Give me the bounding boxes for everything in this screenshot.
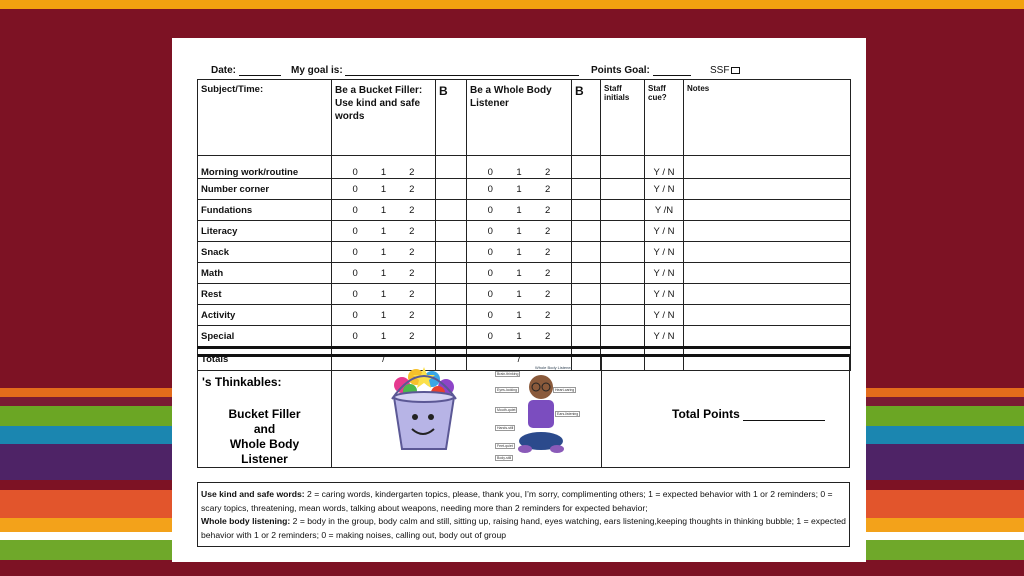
scoring-legend <box>197 482 850 547</box>
score-option[interactable]: 1 <box>380 204 387 216</box>
staff-cue-cell[interactable]: Y /N <box>645 200 684 221</box>
bucket-rim <box>394 392 454 402</box>
score-option[interactable]: 2 <box>544 309 551 321</box>
total-points-field[interactable]: Total Points <box>672 407 825 421</box>
staff-initials-cell[interactable] <box>601 284 645 305</box>
goal2-b-cell[interactable] <box>572 200 601 221</box>
score-option[interactable]: 2 <box>544 183 551 195</box>
score-option[interactable]: 0 <box>352 246 358 258</box>
staff-cue-cell[interactable]: Y / N <box>645 326 684 348</box>
behavior-table <box>197 79 851 371</box>
goal2-score-cell <box>467 179 572 200</box>
goal2-b-cell[interactable] <box>572 284 601 305</box>
goal1-b-cell[interactable] <box>436 242 467 263</box>
goal2-header: Be a Whole Body Listener <box>467 80 572 156</box>
score-option[interactable]: 1 <box>516 225 522 237</box>
poster-label: Ears-listening <box>557 412 579 416</box>
score-option[interactable]: 1 <box>516 246 522 258</box>
staff-cue-cell[interactable]: Y / N <box>645 221 684 242</box>
goal1-score-cell <box>332 156 436 179</box>
goal1-score-cell <box>332 326 436 348</box>
score-option[interactable]: 1 <box>516 183 522 195</box>
score-option[interactable]: 0 <box>352 183 358 195</box>
legend-kind-label: Use kind and safe words: <box>201 489 305 499</box>
score-option[interactable]: 2 <box>409 288 415 300</box>
staff-cue-header: Staff cue? <box>645 80 684 156</box>
goal1-score-cell <box>332 242 436 263</box>
totals-label: Totals <box>198 348 332 371</box>
score-option[interactable]: 2 <box>409 225 415 237</box>
score-option[interactable]: 1 <box>380 167 387 178</box>
subject-cell: Rest <box>198 284 332 305</box>
score-option[interactable]: 2 <box>544 246 551 258</box>
score-option[interactable]: 0 <box>352 225 358 237</box>
score-option[interactable]: 1 <box>516 288 522 300</box>
legend-kind-text: 2 = caring words, kindergarten topics, please, thank you, I’m sorry, complimenting others; 1 = expected behavior with 1 or 2 reminders; 0 = scary topics, threatening, mean words, talking about weapons, needing more than 2 reminders for expected behavior; <box>201 489 833 513</box>
score-option[interactable]: 0 <box>352 167 358 178</box>
score-option[interactable]: 2 <box>544 204 551 216</box>
score-option[interactable]: 0 <box>352 330 358 342</box>
subject-cell: Fundations <box>198 200 332 221</box>
goal1-score-cell <box>332 200 436 221</box>
thinkables-section <box>197 354 850 468</box>
poster-label: Brain-thinking <box>497 372 519 376</box>
goal1-score-cell <box>332 284 436 305</box>
notes-header: Notes <box>684 80 851 156</box>
score-option[interactable]: 2 <box>409 183 415 195</box>
goal1-score-cell <box>332 263 436 284</box>
score-option[interactable]: 2 <box>544 288 551 300</box>
table-body <box>198 156 851 348</box>
poster-label: Mouth-quiet <box>497 408 516 412</box>
staff-initials-cell[interactable] <box>601 326 645 348</box>
score-option[interactable]: 1 <box>516 167 522 178</box>
subject-cell: Literacy <box>198 221 332 242</box>
score-option[interactable]: 1 <box>516 204 522 216</box>
notes-cell[interactable] <box>684 200 851 221</box>
subject-header: Subject/Time: <box>198 80 332 156</box>
goal2-b-cell[interactable] <box>572 156 601 179</box>
table-row <box>198 200 851 221</box>
goal2-score-cell <box>467 326 572 348</box>
score-option[interactable]: 0 <box>487 204 493 216</box>
staff-initials-cell[interactable] <box>601 305 645 326</box>
table-row <box>198 242 851 263</box>
subject-cell: Number corner <box>198 179 332 200</box>
goal1-b-cell[interactable] <box>436 200 467 221</box>
goal2-b-cell[interactable] <box>572 242 601 263</box>
score-option[interactable]: 0 <box>487 309 493 321</box>
score-option[interactable]: 0 <box>487 225 493 237</box>
goal1-b-cell[interactable] <box>436 284 467 305</box>
legend-listening-label: Whole body listening: <box>201 516 291 526</box>
goal2-score-cell <box>467 305 572 326</box>
table-row <box>198 156 851 179</box>
checkbox-icon <box>731 67 740 74</box>
score-option[interactable]: 2 <box>409 309 415 321</box>
legend-listening-text: 2 = body in the group, body calm and still, sitting up, raising hand, eyes watching, ears listening,keeping thoughts in thinking bubble; 1 = expected behavior with 1 or 2 reminders; 0 = making noises, calling out, body out of group <box>201 516 846 540</box>
stripe <box>0 560 1024 576</box>
score-option[interactable]: 0 <box>352 309 358 321</box>
student-head <box>529 375 553 399</box>
goal2-score-cell <box>467 200 572 221</box>
thinkables-goals: Bucket Filler and Whole Body Listener <box>228 407 301 466</box>
score-option[interactable]: 1 <box>516 330 522 342</box>
table-row <box>198 221 851 242</box>
notes-cell[interactable] <box>684 305 851 326</box>
staff-cue-cell[interactable]: Y / N <box>645 179 684 200</box>
goal2-b-cell[interactable] <box>572 179 601 200</box>
goal2-score-cell <box>467 221 572 242</box>
goal1-b-cell[interactable] <box>436 305 467 326</box>
staff-initials-cell[interactable] <box>601 221 645 242</box>
poster-label: Eyes-looking <box>497 388 518 392</box>
goal2-b-cell[interactable] <box>572 263 601 284</box>
score-option[interactable]: 1 <box>380 225 387 237</box>
goal1-header: Be a Bucket Filler: Use kind and safe words <box>332 80 436 156</box>
staff-cue-cell[interactable]: Y / N <box>645 284 684 305</box>
student-shoe <box>518 445 532 453</box>
table-row <box>198 305 851 326</box>
score-option[interactable]: 0 <box>487 167 493 178</box>
staff-initials-header: Staff initials <box>601 80 645 156</box>
goal1-b-cell[interactable] <box>436 156 467 179</box>
thinkables-label-cell <box>198 357 332 468</box>
score-option[interactable]: 1 <box>380 246 387 258</box>
goal1-score-cell <box>332 179 436 200</box>
score-option[interactable]: 2 <box>409 267 415 279</box>
notes-cell[interactable] <box>684 221 851 242</box>
staff-cue-cell[interactable]: Y / N <box>645 242 684 263</box>
score-option[interactable]: 0 <box>487 330 493 342</box>
notes-cell[interactable] <box>684 326 851 348</box>
notes-cell[interactable] <box>684 284 851 305</box>
staff-cue-cell[interactable]: Y / N <box>645 305 684 326</box>
goal2-b-cell[interactable] <box>572 221 601 242</box>
bucket-body <box>394 397 454 449</box>
subject-cell: Special <box>198 326 332 348</box>
score-option[interactable]: 0 <box>487 288 493 300</box>
score-option[interactable]: 1 <box>380 267 387 279</box>
notes-cell[interactable] <box>684 263 851 284</box>
table-header-row <box>198 80 851 156</box>
score-option[interactable]: 2 <box>544 167 551 178</box>
student-shoe <box>550 445 564 453</box>
score-option[interactable]: 0 <box>352 204 358 216</box>
score-option[interactable]: 1 <box>380 183 387 195</box>
goal1-total[interactable]: / <box>332 348 436 371</box>
goal2-b-cell[interactable] <box>572 305 601 326</box>
section-divider <box>601 357 602 468</box>
bucket-eye <box>428 414 434 420</box>
goal-field[interactable]: My goal is: <box>291 65 579 79</box>
table-row <box>198 284 851 305</box>
notes-cell[interactable] <box>684 156 851 179</box>
bucket-filler-illustration <box>384 363 464 455</box>
subject-cell: Snack <box>198 242 332 263</box>
score-option[interactable]: 2 <box>409 330 415 342</box>
score-option[interactable]: 2 <box>544 267 551 279</box>
bucket-eye <box>412 414 418 420</box>
score-option[interactable]: 0 <box>487 246 493 258</box>
score-option[interactable]: 2 <box>544 330 551 342</box>
notes-cell[interactable] <box>684 242 851 263</box>
score-option[interactable]: 0 <box>487 267 493 279</box>
goal2-score-cell <box>467 284 572 305</box>
poster-label: Heart-caring <box>555 388 575 392</box>
score-option[interactable]: 0 <box>352 267 358 279</box>
goal2-score-cell <box>467 156 572 179</box>
date-field[interactable]: Date: <box>211 65 281 79</box>
score-option[interactable]: 1 <box>380 330 387 342</box>
goal1-b-cell[interactable] <box>436 179 467 200</box>
score-option[interactable]: 1 <box>380 288 387 300</box>
behavior-chart-sheet <box>172 38 866 562</box>
goal2-b-cell[interactable] <box>572 326 601 348</box>
staff-cue-cell[interactable]: Y / N <box>645 156 684 179</box>
poster-label: Body-still <box>497 456 512 460</box>
goal1-score-cell <box>332 305 436 326</box>
staff-initials-cell[interactable] <box>601 179 645 200</box>
ssf-checkbox[interactable]: SSF <box>710 65 740 79</box>
score-option[interactable]: 1 <box>516 309 522 321</box>
notes-cell[interactable] <box>684 179 851 200</box>
subject-cell: Activity <box>198 305 332 326</box>
score-option[interactable]: 2 <box>409 246 415 258</box>
goal2-total[interactable]: / <box>467 348 572 371</box>
table-row <box>198 179 851 200</box>
poster-label: Hands-still <box>497 426 514 430</box>
subject-cell: Morning work/routine <box>198 156 332 179</box>
score-option[interactable]: 1 <box>516 267 522 279</box>
score-option[interactable]: 0 <box>487 183 493 195</box>
points-goal-field[interactable]: Points Goal: <box>591 65 691 79</box>
goal1-score-cell <box>332 221 436 242</box>
staff-initials-cell[interactable] <box>601 200 645 221</box>
student-shirt <box>528 400 554 428</box>
goal2-b-header: B <box>572 80 601 156</box>
goal2-score-cell <box>467 242 572 263</box>
score-option[interactable]: 2 <box>409 204 415 216</box>
score-option[interactable]: 1 <box>380 309 387 321</box>
poster-label: Feet-quiet <box>497 444 513 448</box>
goal1-b-cell[interactable] <box>436 263 467 284</box>
table-row <box>198 326 851 348</box>
whole-body-listener-poster <box>493 363 583 461</box>
student-illustration <box>511 369 571 459</box>
subject-cell: Math <box>198 263 332 284</box>
top-stripe <box>0 0 1024 9</box>
score-option[interactable]: 2 <box>544 225 551 237</box>
staff-cue-cell[interactable]: Y / N <box>645 263 684 284</box>
staff-initials-cell[interactable] <box>601 156 645 179</box>
goal2-score-cell <box>467 263 572 284</box>
goal1-b-cell[interactable] <box>436 326 467 348</box>
staff-initials-cell[interactable] <box>601 242 645 263</box>
goal1-b-cell[interactable] <box>436 221 467 242</box>
score-option[interactable]: 2 <box>409 167 415 178</box>
thinkables-title: 's Thinkables: <box>202 375 282 389</box>
poster-title: Whole Body Listener <box>535 365 572 370</box>
staff-initials-cell[interactable] <box>601 263 645 284</box>
score-option[interactable]: 0 <box>352 288 358 300</box>
goal1-b-header: B <box>436 80 467 156</box>
table-row <box>198 263 851 284</box>
